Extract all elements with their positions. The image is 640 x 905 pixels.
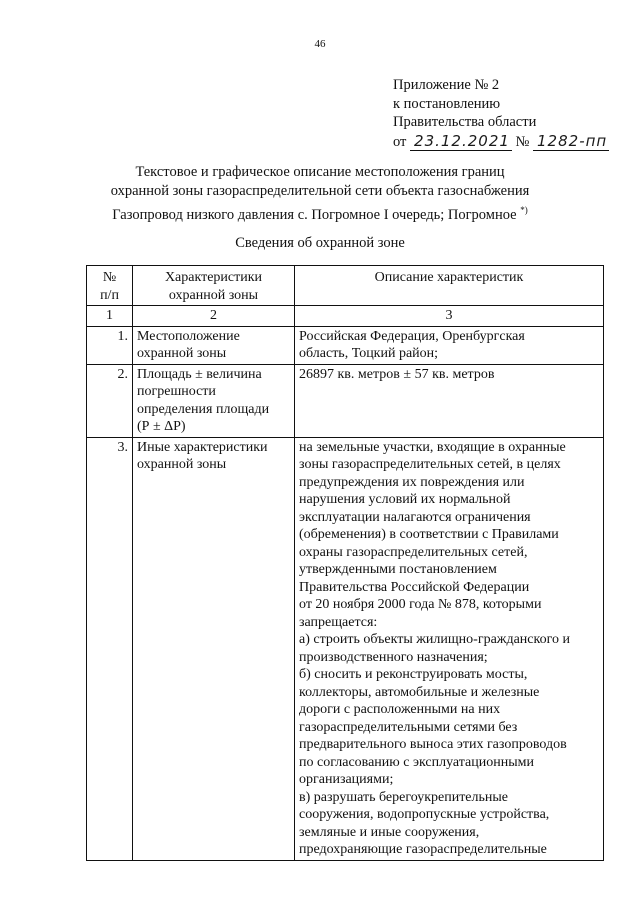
cell-line: погрешности bbox=[137, 384, 216, 399]
cell-line: на земельные участки, входящие в охранные bbox=[299, 439, 566, 455]
header-num-line-2: п/п bbox=[100, 287, 119, 303]
date-prefix: от bbox=[393, 133, 407, 150]
cell-line: область, Тоцкий район; bbox=[299, 346, 439, 361]
cell-line: предварительного выноса этих газопроводов bbox=[299, 737, 567, 752]
appendix-block bbox=[393, 76, 609, 151]
header-num-line-1: № bbox=[102, 270, 117, 285]
row-number: 2. bbox=[87, 364, 133, 437]
cell-line: дороги с расположенными на них bbox=[299, 702, 501, 717]
cell-line: производственного назначения; bbox=[299, 649, 488, 665]
table-row bbox=[87, 326, 604, 364]
row-description bbox=[295, 364, 604, 437]
cell-line: Площадь ± величина bbox=[137, 366, 262, 382]
row-description bbox=[295, 437, 604, 860]
header-char-line-1: Характеристики bbox=[164, 270, 263, 285]
cell-line: а) строить объекты жилищно-гражданского и bbox=[299, 632, 570, 647]
index-cell: 2 bbox=[133, 306, 295, 327]
table-index-row bbox=[87, 306, 604, 327]
title-line-3-text: Газопровод низкого давления с. Погромное I очередь; Погромное bbox=[112, 206, 517, 223]
cell-line: охранной зоны bbox=[137, 457, 227, 472]
cell-line: нарушения условий их нормальной bbox=[299, 492, 511, 507]
header-char-line-2: охранной зоны bbox=[168, 287, 259, 303]
cell-line: (Р ± ΔР) bbox=[137, 419, 186, 434]
row-characteristic bbox=[133, 437, 295, 860]
cell-line: охранной зоны bbox=[137, 346, 227, 361]
zone-info-table bbox=[86, 265, 604, 861]
cell-line: от 20 ноября 2000 года № 878, которыми bbox=[299, 597, 542, 612]
cell-line: 26897 кв. метров ± 57 кв. метров bbox=[299, 366, 495, 382]
cell-line: предупреждения их повреждения или bbox=[299, 474, 525, 490]
footnote-mark: *) bbox=[520, 205, 528, 215]
handwritten-date: 23.12.2021 bbox=[410, 132, 512, 151]
cell-line: в) разрушать берегоукрепительные bbox=[299, 789, 509, 805]
table-row bbox=[87, 437, 604, 860]
cell-line: коллекторы, автомобильные и железные bbox=[299, 684, 540, 700]
cell-line: б) сносить и реконструировать мосты, bbox=[299, 667, 528, 682]
cell-line: Местоположение bbox=[137, 328, 240, 344]
header-description: Описание характеристик bbox=[295, 266, 604, 306]
cell-line: Иные характеристики bbox=[137, 439, 268, 455]
appendix-line-2: к постановлению bbox=[393, 95, 501, 112]
header-characteristics bbox=[133, 266, 295, 306]
table-row bbox=[87, 364, 604, 437]
title-line-2: охранной зоны газораспределительной сети объекта газоснабжения bbox=[110, 183, 530, 199]
table-header-row bbox=[87, 266, 604, 306]
title-line-1: Текстовое и графическое описание местоположения границ bbox=[135, 164, 505, 180]
cell-line: сооружения, водопропускные устройства, bbox=[299, 807, 550, 822]
cell-line: Правительства Российской Федерации bbox=[299, 579, 530, 595]
cell-line: по согласованию с эксплуатационными bbox=[299, 754, 534, 770]
row-characteristic bbox=[133, 364, 295, 437]
handwritten-number: 1282-пп bbox=[533, 132, 609, 151]
cell-line: зоны газораспределительных сетей, в целях bbox=[299, 457, 561, 472]
cell-line: охраны газораспределительных сетей, bbox=[299, 544, 528, 560]
cell-line: Российская Федерация, Оренбургская bbox=[299, 328, 525, 344]
appendix-line-3: Правительства области bbox=[393, 114, 537, 130]
cell-line: земляные и иные сооружения, bbox=[299, 824, 480, 840]
row-number: 1. bbox=[87, 326, 133, 364]
resolution-date-line bbox=[393, 132, 609, 152]
cell-line: предохраняющие газораспределительные bbox=[299, 842, 547, 857]
cell-line: эксплуатации налагаются ограничения bbox=[299, 509, 531, 525]
row-characteristic bbox=[133, 326, 295, 364]
header-num bbox=[87, 266, 133, 306]
cell-line: запрещается: bbox=[299, 614, 378, 630]
cell-line: утвержденными постановлением bbox=[299, 562, 497, 577]
row-number: 3. bbox=[87, 437, 133, 860]
cell-line: (обременения) в соответствии с Правилами bbox=[299, 527, 559, 542]
cell-line: газораспределительными сетями без bbox=[299, 719, 518, 735]
index-cell: 1 bbox=[87, 306, 133, 327]
appendix-title: Приложение № 2 bbox=[393, 77, 500, 93]
page-number: 46 bbox=[314, 38, 326, 50]
index-cell: 3 bbox=[295, 306, 604, 327]
cell-line: определения площади bbox=[137, 401, 270, 417]
document-title bbox=[0, 163, 640, 225]
number-prefix: № bbox=[515, 133, 530, 150]
title-line-3 bbox=[0, 201, 640, 225]
row-description bbox=[295, 326, 604, 364]
cell-line: организациями; bbox=[299, 772, 394, 787]
section-subtitle: Сведения об охранной зоне bbox=[235, 235, 405, 251]
